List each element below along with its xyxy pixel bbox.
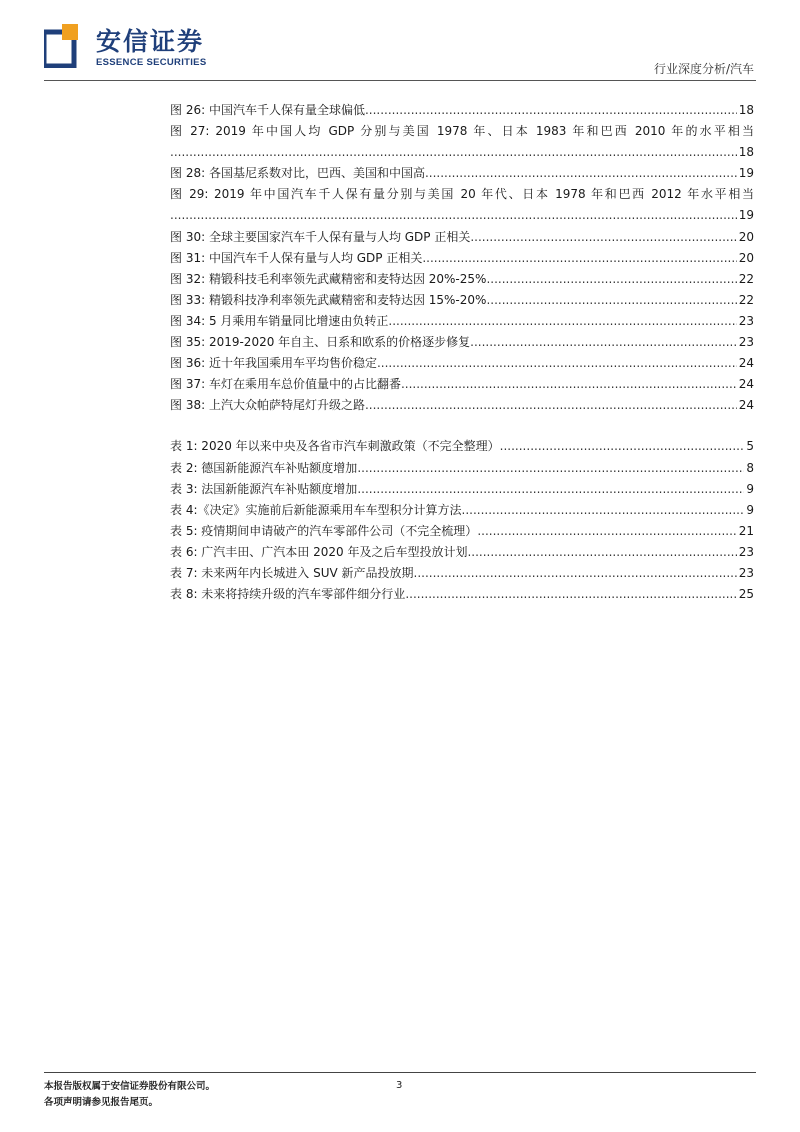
leader-dots <box>462 500 745 521</box>
copyright-notice: 本报告版权属于安信证券股份有限公司。 <box>44 1081 216 1092</box>
figure-table-index <box>170 100 754 605</box>
toc-entry-label: 表 7: 未来两年内长城进入 SUV 新产品投放期 <box>170 565 414 580</box>
toc-entry-figure-38[interactable] <box>170 395 754 416</box>
leader-dots <box>467 542 736 563</box>
toc-entry-page: 24 <box>738 377 754 392</box>
toc-entry-figure-29-continued[interactable] <box>170 205 754 226</box>
toc-entry-table-4[interactable] <box>170 500 754 521</box>
essence-logo-icon <box>44 24 80 68</box>
toc-entry-table-5[interactable] <box>170 521 754 542</box>
toc-entry-figure-36[interactable] <box>170 353 754 374</box>
toc-entry-page: 18 <box>738 103 754 117</box>
leader-dots <box>470 332 737 353</box>
leader-dots <box>414 563 737 584</box>
toc-entry-figure-29[interactable] <box>170 184 754 205</box>
toc-entry-page: 22 <box>738 292 754 307</box>
report-category: 行业深度分析/汽车 <box>653 62 754 76</box>
toc-entry-table-8[interactable] <box>170 584 754 605</box>
leader-dots <box>486 269 736 290</box>
toc-entry-label: 图 35: 2019-2020 年自主、日系和欧系的价格逐步修复 <box>170 335 471 350</box>
toc-entry-label: 图 32: 精锻科技毛利率领先武藏精密和麦特达因 20%-25% <box>170 271 487 286</box>
toc-entry-table-1[interactable] <box>170 436 754 457</box>
toc-entry-label: 图 28: 各国基尼系数对比，巴西、美国和中国高 <box>170 166 425 181</box>
toc-entry-label: 图 34: 5 月乘用车销量同比增速由负转正 <box>170 313 389 328</box>
toc-entry-page: 9 <box>746 481 754 496</box>
toc-entry-page: 20 <box>738 229 754 244</box>
leader-dots <box>365 100 737 121</box>
toc-entry-figure-28[interactable] <box>170 163 754 184</box>
toc-entry-label: 图 29: 2019 年中国汽车千人保有量分别与美国 20 年代、日本 1978 年和巴西 2012 年水平相当 <box>170 187 754 202</box>
toc-entry-table-6[interactable] <box>170 542 754 563</box>
toc-entry-page: 19 <box>738 208 754 223</box>
toc-entry-figure-30[interactable] <box>170 227 754 248</box>
toc-entry-page: 19 <box>738 166 754 181</box>
leader-dots <box>357 458 744 479</box>
toc-entry-figure-33[interactable] <box>170 290 754 311</box>
toc-entry-label: 表 3: 法国新能源汽车补贴额度增加 <box>170 481 358 496</box>
footer-divider <box>44 1072 756 1073</box>
toc-entry-label: 表 5: 疫情期间申请破产的汽车零部件公司（不完全梳理） <box>170 523 478 538</box>
toc-entry-figure-26[interactable] <box>170 100 754 121</box>
toc-entry-page: 23 <box>738 313 754 328</box>
toc-entry-table-2[interactable] <box>170 458 754 479</box>
toc-entry-label: 表 1: 2020 年以来中央及各省市汽车刺激政策（不完全整理） <box>170 439 500 454</box>
toc-entry-label: 表 4:《决定》实施前后新能源乘用车车型积分计算方法 <box>170 502 462 517</box>
leader-dots <box>500 436 745 457</box>
toc-entry-page: 5 <box>746 439 754 454</box>
disclaimer-notice: 各项声明请参见报告尾页。 <box>44 1097 159 1108</box>
toc-entry-label: 表 2: 德国新能源汽车补贴额度增加 <box>170 460 358 475</box>
toc-entry-page: 20 <box>738 250 754 265</box>
toc-entry-page: 25 <box>738 587 754 602</box>
toc-entry-page: 23 <box>738 544 754 559</box>
leader-dots <box>477 521 736 542</box>
toc-entry-page: 22 <box>738 271 754 286</box>
toc-entry-label: 图 36: 近十年我国乘用车平均售价稳定 <box>170 356 377 371</box>
brand-name-cn: 安信证券 <box>96 27 205 56</box>
leader-dots <box>377 353 737 374</box>
toc-entry-page: 21 <box>738 523 754 538</box>
leader-dots <box>365 395 737 416</box>
toc-entry-label: 图 37: 车灯在乘用车总价值量中的占比翻番 <box>170 377 401 392</box>
leader-dots <box>170 142 737 163</box>
leader-dots <box>425 163 737 184</box>
toc-entry-label: 图 33: 精锻科技净利率领先武藏精密和麦特达因 15%-20% <box>170 292 487 307</box>
toc-entry-figure-27[interactable] <box>170 121 754 142</box>
toc-entry-label: 图 30: 全球主要国家汽车千人保有量与人均 GDP 正相关 <box>170 229 471 244</box>
toc-entry-page: 23 <box>738 565 754 580</box>
section-gap <box>170 416 754 436</box>
toc-entry-page: 9 <box>746 502 754 517</box>
toc-entry-figure-32[interactable] <box>170 269 754 290</box>
toc-entry-figure-37[interactable] <box>170 374 754 395</box>
toc-entry-page: 8 <box>746 460 754 475</box>
leader-dots <box>388 311 736 332</box>
leader-dots <box>470 227 736 248</box>
toc-entry-table-7[interactable] <box>170 563 754 584</box>
toc-entry-page: 24 <box>738 356 754 371</box>
page-number: 3 <box>396 1080 403 1091</box>
toc-entry-label: 图 27: 2019 年中国人均 GDP 分别与美国 1978 年、日本 1983 年和巴西 2010 年的水平相当 <box>170 124 754 139</box>
toc-entry-table-3[interactable] <box>170 479 754 500</box>
brand-name-en: ESSENCE SECURITIES <box>96 57 207 68</box>
leader-dots <box>422 248 736 269</box>
toc-entry-label: 表 6: 广汽丰田、广汽本田 2020 年及之后车型投放计划 <box>170 544 468 559</box>
leader-dots <box>170 205 737 226</box>
leader-dots <box>405 584 736 605</box>
toc-entry-figure-27-continued[interactable] <box>170 142 754 163</box>
toc-entry-page: 18 <box>738 145 754 160</box>
toc-entry-figure-31[interactable] <box>170 248 754 269</box>
toc-entry-label: 图 38: 上汽大众帕萨特尾灯升级之路 <box>170 398 365 413</box>
toc-entry-label: 图 31: 中国汽车千人保有量与人均 GDP 正相关 <box>170 250 423 265</box>
header-divider <box>44 80 756 81</box>
toc-entry-page: 24 <box>738 398 754 413</box>
leader-dots <box>486 290 736 311</box>
toc-entry-figure-35[interactable] <box>170 332 754 353</box>
toc-entry-label: 表 8: 未来将持续升级的汽车零部件细分行业 <box>170 587 406 602</box>
toc-entry-figure-34[interactable] <box>170 311 754 332</box>
leader-dots <box>401 374 737 395</box>
toc-entry-page: 23 <box>738 335 754 350</box>
toc-entry-label: 图 26: 中国汽车千人保有量全球偏低 <box>170 103 365 117</box>
leader-dots <box>357 479 744 500</box>
